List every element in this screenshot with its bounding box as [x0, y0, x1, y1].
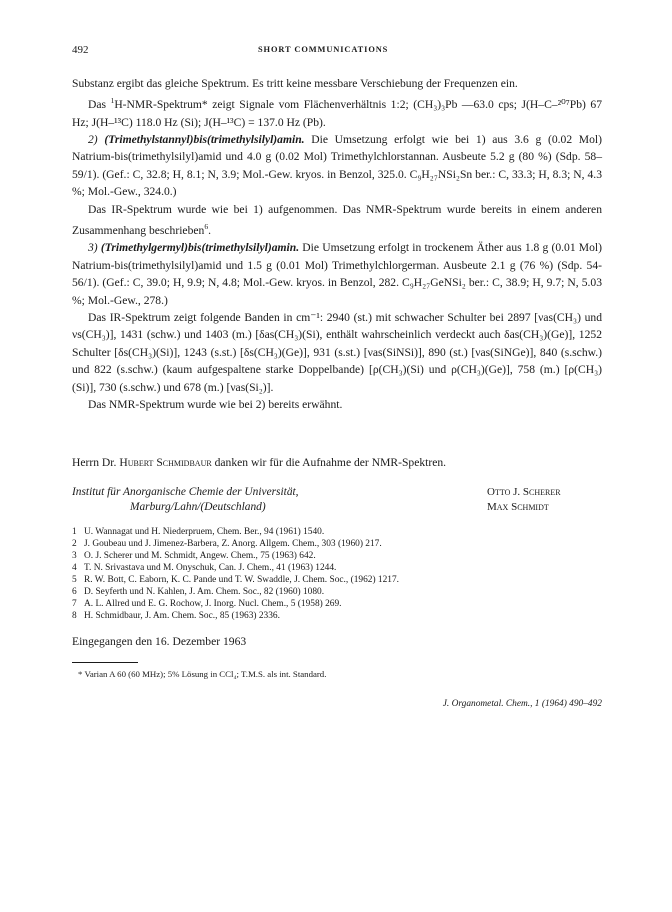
ack-name: Hubert Schmidbaur	[119, 456, 212, 469]
reference-item	[72, 610, 602, 622]
reference-item	[72, 562, 602, 574]
paragraph-nmr-spectrum	[72, 92, 602, 131]
page-header	[72, 44, 602, 58]
reference-number: 2	[72, 539, 77, 550]
reference-text: T. N. Srivastava und M. Onyschuk, Can. J. Chem., 41 (1963) 1244.	[84, 563, 337, 574]
page-number: 492	[72, 44, 89, 56]
reference-text: O. J. Scherer und M. Schmidt, Angew. Chem., 75 (1963) 642.	[84, 551, 316, 562]
institute-line: Institut für Anorganische Chemie der Universität,	[72, 486, 299, 498]
reference-text: A. L. Allred und E. G. Rochow, J. Inorg. Nucl. Chem., 5 (1958) 269.	[84, 599, 342, 610]
reference-text: D. Seyferth und N. Kahlen, J. Am. Chem. Soc., 82 (1960) 1080.	[84, 587, 325, 598]
reference-number: 1	[72, 527, 77, 537]
paragraph-ir-bands: Das IR-Spektrum zeigt folgende Banden in cm⁻¹: 2940 (st.) mit schwacher Schulter bei 2897 [νas(CH₃) und νs(CH₃)], 1431 (schw.) und 1403 (m.) [δas(CH₃)(Si), enthält wahrscheinlich verdeckt auch δas(CH₃)(Ge)], 1252 Schulter [δs(CH₃)(Si)], 1243 (s.st.) [δs(CH₃)(Ge)], 931 (s.st.) [νas(SiNSi)], 890 (st.) [νas(SiNGe)], 840 (s.schw.) und 822 (s.schw.) (kaum aufgespaltene starke Doppelbande) [ρ(CH₃)(Si) und ρ(CH₃)(Ge)], 758 (m.) [ρ(CH₃)(Si)], 730 (s.schw.) und 678 (m.) [νas(Si₂)].	[72, 311, 602, 394]
running-title: SHORT COMMUNICATIONS	[258, 45, 389, 54]
reference-text: R. W. Bott, C. Eaborn, K. C. Pande und T. W. Swaddle, J. Chem. Soc., (1962) 1217.	[84, 575, 400, 586]
reference-number: 8	[72, 611, 77, 622]
ack-start: Herrn Dr.	[72, 456, 120, 469]
institute-city: Marburg/Lahn/(Deutschland)	[130, 501, 266, 513]
compound-number: 2)	[88, 133, 98, 147]
paragraph-continuation: Substanz ergibt das gleiche Spektrum. Es tritt keine messbare Verschiebung der Frequenzen ein.	[72, 77, 518, 90]
author-name: Max Schmidt	[487, 501, 549, 513]
reference-item	[72, 526, 602, 538]
reference-number: 6	[72, 587, 77, 598]
paragraph-compound-2	[72, 131, 602, 201]
superscript-isotope: 1	[110, 96, 115, 106]
reference-item	[72, 586, 602, 598]
journal-citation: J. Organometal. Chem., 1 (1964) 490–492	[442, 699, 602, 709]
compound-description: Die Umsetzung erfolgt wie bei 1) aus 3.6 g (0.02 Mol) Natrium-bis(trimethylsilyl)amid und 4.0 g (0.02 Mol) Trimethylchlorstannan. Ausbeute 5.2 g (80 %) (Sdp. 58–59/1). (Gef.: C, 32.8; H, 8.1; N, 3.9; Mol.-Gew. kryos. in Benzol, 325.0. C₉H₂₇NSi₂Sn ber.: C, 33.3; H, 8.3; N, 4.3 %; Mol.-Gew., 324.0.)	[72, 133, 602, 199]
ir-note-text: Das IR-Spektrum wurde wie bei 1) aufgenommen. Das NMR-Spektrum wurde bereits in einem anderen Zusammenhang beschrieben	[72, 202, 602, 237]
reference-number: 7	[72, 599, 77, 610]
reference-text: J. Goubeau und J. Jimenez-Barbera, Z. Anorg. Allgem. Chem., 303 (1960) 217.	[84, 539, 382, 550]
article-body	[72, 75, 602, 413]
institute-address	[72, 485, 372, 515]
compound-description: Die Umsetzung erfolgt in trockenem Äther aus 1.8 g (0.01 Mol) Natrium-bis(trimethylsilyl)amid und 1.5 g (0.01 Mol) Trimethylchlorgerman. Ausbeute 2.1 g (76 %) (Sdp. 54-56/1). (Gef.: C, 39.0; H, 9.9; N, 4.8; Mol.-Gew. kryos. in Benzol, 282. C₉H₂₇GeNSi₂ ber.: C, 38.9; H, 9.7; N, 5.03 %; Mol.-Gew., 278.)	[72, 241, 602, 307]
compound-number: 3)	[88, 241, 98, 255]
nmr-text-rest: H-NMR-Spektrum* zeigt Signale vom Flächenverhältnis 1:2; (CH₃)₃Pb —63.0 cps; J(H–C–²⁰⁷Pb) 67 Hz; J(H–¹³C) 118.0 Hz (Si); J(H–¹³C) = 137.0 Hz (Pb).	[72, 98, 602, 129]
reference-number: 3	[72, 551, 77, 562]
author-list	[487, 485, 607, 515]
received-date: Eingegangen den 16. Dezember 1963	[72, 635, 247, 648]
reference-item	[72, 550, 602, 562]
reference-superscript: 6	[204, 222, 209, 232]
paragraph-compound-3	[72, 239, 602, 309]
reference-number: 4	[72, 563, 77, 574]
paragraph-ir-note	[72, 201, 602, 240]
ack-end: danken wir für die Aufnahme der NMR-Spektren.	[211, 456, 447, 469]
ir-note-end: .	[208, 223, 211, 237]
reference-item	[72, 598, 602, 610]
acknowledgement	[72, 454, 602, 471]
footnote-divider	[72, 662, 138, 663]
reference-number: 5	[72, 575, 77, 586]
paragraph-nmr-note: Das NMR-Spektrum wurde wie bei 2) bereits erwähnt.	[88, 398, 343, 412]
compound-title: (Trimethylgermyl)bis(trimethylsilyl)amin.	[100, 241, 300, 255]
compound-title: (Trimethylstannyl)bis(trimethylsilyl)amin.	[104, 133, 305, 147]
reference-item	[72, 574, 602, 586]
footnote: * Varian A 60 (60 MHz); 5% Lösung in CCl₄; T.M.S. als int. Standard.	[78, 669, 327, 679]
nmr-text-start: Das	[88, 98, 111, 112]
author-name: Otto J. Scherer	[487, 486, 561, 498]
reference-item	[72, 538, 602, 550]
reference-list	[72, 526, 602, 622]
reference-text: H. Schmidbaur, J. Am. Chem. Soc., 85 (1963) 2336.	[84, 611, 280, 622]
reference-text: U. Wannagat und H. Niederpruem, Chem. Ber., 94 (1961) 1540.	[84, 527, 325, 537]
